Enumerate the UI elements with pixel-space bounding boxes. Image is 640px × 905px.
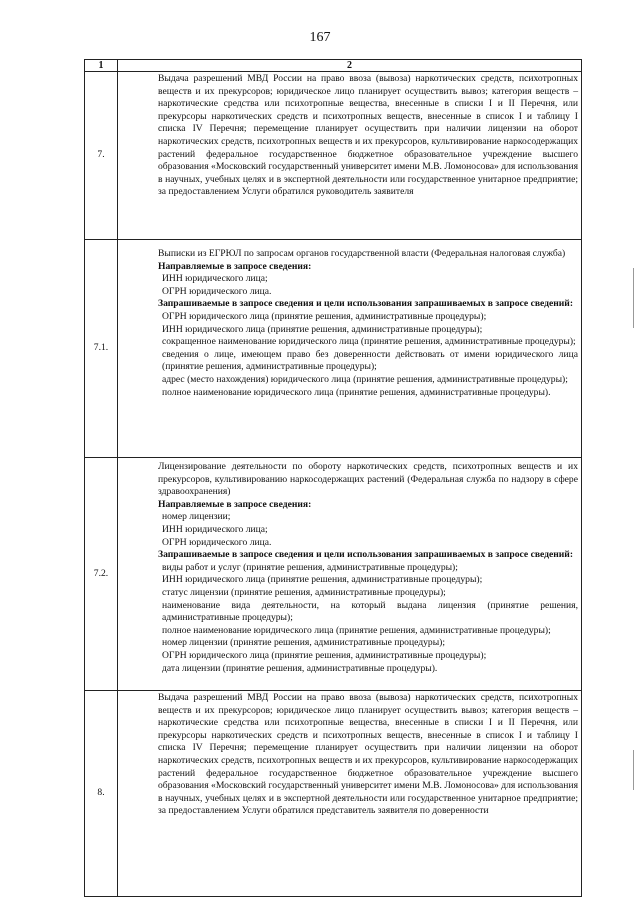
row-number: 8.: [85, 691, 118, 897]
requested-info-item: сведения о лице, имеющем право без доверенности действовать от имени юридического лица (принятие решения, административные процедуры);: [162, 348, 578, 373]
requested-info-item: номер лицензии (принятие решения, административные процедуры);: [162, 637, 446, 649]
row-number: 7.2.: [85, 458, 118, 691]
requested-info-item: полное наименование юридического лица (принятие решения, административные процедуры).: [162, 386, 551, 398]
requested-info-item: адрес (место нахождения) юридического лица (принятие решения, административные процедуры);: [162, 373, 568, 385]
table-row: [85, 72, 582, 240]
sent-info-item: ИНН юридического лица;: [162, 523, 268, 535]
services-table: [84, 59, 582, 897]
scan-artifact: [633, 750, 634, 790]
sent-info-item: номер лицензии;: [162, 511, 231, 523]
table-row: [85, 458, 582, 691]
row-text: Выдача разрешений МВД России на право ввоза (вывоза) наркотических средств, психотропных веществ и их прекурсоров; юридическое лицо планирует осуществить вывоз; категория веществ – наркотические средства или психотропные вещества, внесенные в списки I и II Перечня, или прекурсоры наркотических средств и психотропных веществ, внесенные в список I и таблицу I списка IV Перечня; перемещение планирует осуществить при наличии лицензии на оборот наркотических средств, психотропных веществ и их прекурсоров, культивирование наркосодержащих растений федеральное государственное бюджетное образовательное учреждение высшего образования «Московский государственный университет имени М.В. Ломоносова» для использования в научных, учебных целях и в экспертной деятельности или государственное унитарное предприятие; за предоставлением Услуги обратился представитель заявителя по доверенности: [158, 692, 578, 817]
sent-info-item: ИНН юридического лица;: [162, 273, 268, 285]
scan-artifact: [633, 268, 634, 328]
requested-info-item: ИНН юридического лица (принятие решения, административные процедуры);: [162, 574, 483, 586]
sent-info-item: ОГРН юридического лица.: [162, 536, 272, 548]
requested-info-item: ОГРН юридического лица (принятие решения, административные процедуры);: [162, 649, 487, 661]
row-content: [118, 72, 582, 240]
row-text: Выдача разрешений МВД России на право ввоза (вывоза) наркотических средств, психотропных веществ и их прекурсоров; юридическое лицо планирует осуществить вывоз; категория веществ – наркотические средства или психотропные вещества, внесенные в списки I и II Перечня, или прекурсоры наркотических средств и психотропных веществ, внесенные в список I и таблицу I списка IV Перечня; перемещение планирует осуществить при наличии лицензии на оборот наркотических средств, психотропных веществ и их прекурсоров, культивирование наркосодержащих растений федеральное государственное бюджетное образовательное учреждение высшего образования «Московский государственный университет имени М.В. Ломоносова» для использования в научных, учебных целях и в экспертной деятельности или государственное унитарное предприятие; за предоставлением Услуги обратился руководитель заявителя: [158, 73, 578, 198]
requested-info-item: наименование вида деятельности, на который выдана лицензия (принятие решения, административные процедуры);: [162, 599, 578, 624]
requested-info-item: статус лицензии (принятие решения, административные процедуры);: [162, 586, 446, 598]
row-number: 7.: [85, 72, 118, 240]
sent-info-item: ОГРН юридического лица.: [162, 285, 272, 297]
table-header-row: [85, 60, 582, 72]
requested-info-title: Запрашиваемые в запросе сведения и цели использования запрашиваемых в запросе сведений:: [158, 549, 574, 561]
sent-info-title: Направляемые в запросе сведения:: [158, 260, 312, 272]
row-number: 7.1.: [85, 240, 118, 458]
page-number: 167: [309, 30, 331, 45]
requested-info-item: полное наименование юридического лица (принятие решения, административные процедуры);: [162, 624, 551, 636]
header-col-1: 1: [85, 60, 118, 72]
requested-info-item: виды работ и услуг (принятие решения, административные процедуры);: [162, 561, 458, 573]
requested-info-title: Запрашиваемые в запросе сведения и цели использования запрашиваемых в запросе сведений:: [158, 298, 574, 310]
header-col-2: 2: [118, 60, 582, 72]
row-content: [118, 691, 582, 897]
requested-info-item: сокращенное наименование юридического лица (принятие решения, административные процедуры);: [162, 336, 576, 348]
table-row: [85, 240, 582, 458]
row-intro: Выписки из ЕГРЮЛ по запросам органов государственной власти (Федеральная налоговая служба): [158, 248, 566, 259]
requested-info-item: ИНН юридического лица (принятие решения, административные процедуры);: [162, 323, 483, 335]
row-content: [118, 240, 582, 458]
requested-info-item: ОГРН юридического лица (принятие решения, административные процедуры);: [162, 310, 487, 322]
row-intro: Лицензирование деятельности по обороту наркотических средств, психотропных веществ и их прекурсоров, культивированию наркосодержащих растений (Федеральная служба по надзору в сфере здравоохранения): [158, 461, 578, 498]
table-row: [85, 691, 582, 897]
requested-info-item: дата лицензии (принятие решения, административные процедуры).: [162, 662, 438, 674]
sent-info-title: Направляемые в запросе сведения:: [158, 498, 312, 510]
row-content: [118, 458, 582, 691]
